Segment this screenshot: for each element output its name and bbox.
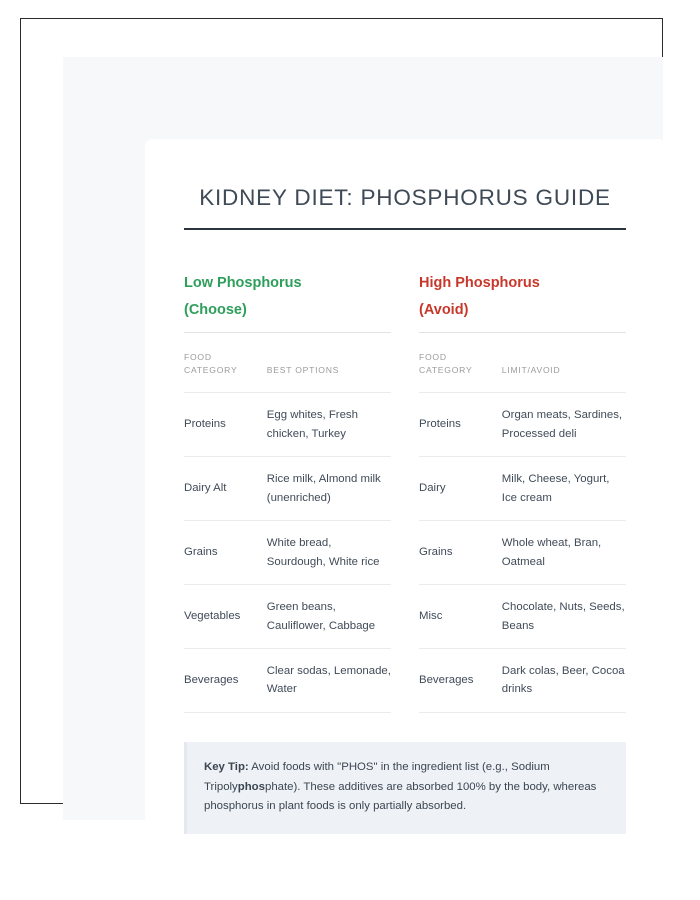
table-low-phosphorus — [184, 333, 391, 713]
table-row — [184, 649, 391, 713]
cell-category: Proteins — [184, 393, 267, 457]
key-tip-label: Key Tip: — [204, 760, 249, 773]
cell-category: Proteins — [419, 393, 502, 457]
cell-category: Grains — [184, 521, 267, 585]
table-row — [419, 393, 626, 457]
cell-value: Dark colas, Beer, Cocoa drinks — [502, 649, 626, 713]
phosphorus-columns — [184, 270, 626, 713]
column-heading-low-line2: (Choose) — [184, 301, 247, 318]
cell-value: Green beans, Cauliflower, Cabbage — [267, 585, 391, 649]
table-header-row — [419, 333, 626, 393]
cell-value: White bread, Sourdough, White rice — [267, 521, 391, 585]
cell-category: Dairy Alt — [184, 457, 267, 521]
th-limit-avoid: LIMIT/AVOID — [501, 364, 561, 375]
table-row — [184, 585, 391, 649]
column-heading-high-line1: High Phosphorus — [419, 275, 540, 291]
th-food-category-high: FOOD CATEGORY — [419, 351, 473, 375]
table-row — [184, 393, 391, 457]
cell-category: Dairy — [419, 457, 502, 521]
key-tip-text-after: phate). These additives are absorbed 100% by the body, whereas phosphorus in plant foods is only partially absorbed. — [204, 780, 597, 813]
table-header-row — [184, 333, 391, 393]
cell-category: Beverages — [184, 649, 267, 713]
table-row — [184, 457, 391, 521]
cell-category: Beverages — [419, 649, 502, 713]
table-row — [419, 457, 626, 521]
table-row — [419, 649, 626, 713]
document-frame — [20, 18, 663, 813]
th-food-category-low: FOOD CATEGORY — [184, 351, 238, 375]
table-row — [419, 585, 626, 649]
cell-value: Chocolate, Nuts, Seeds, Beans — [502, 585, 626, 649]
cell-value: Egg whites, Fresh chicken, Turkey — [267, 393, 391, 457]
key-tip-callout — [184, 742, 626, 834]
column-heading-low-line1: Low Phosphorus — [184, 275, 302, 291]
table-row — [184, 521, 391, 585]
cell-category: Misc — [419, 585, 502, 649]
page-sheet — [63, 57, 663, 820]
cell-value: Milk, Cheese, Yogurt, Ice cream — [502, 457, 626, 521]
title-underline — [184, 228, 626, 230]
column-heading-high — [419, 270, 626, 332]
th-best-options: BEST OPTIONS — [266, 364, 340, 375]
page-title: KIDNEY DIET: PHOSPHORUS GUIDE — [199, 185, 611, 210]
column-heading-high-line2: (Avoid) — [419, 301, 469, 318]
column-high-phosphorus — [419, 270, 626, 713]
cell-category: Vegetables — [184, 585, 267, 649]
key-tip-text-before: Avoid foods with "PHOS" in the ingredient list (e.g., Sodium Tripoly — [204, 760, 550, 793]
table-row — [419, 521, 626, 585]
column-low-phosphorus — [184, 270, 391, 713]
cell-value: Whole wheat, Bran, Oatmeal — [502, 521, 626, 585]
content-card — [145, 139, 665, 858]
key-tip-bold-fragment: phos — [237, 780, 265, 793]
cell-value: Rice milk, Almond milk (unenriched) — [267, 457, 391, 521]
cell-value: Organ meats, Sardines, Processed deli — [502, 393, 626, 457]
cell-value: Clear sodas, Lemonade, Water — [267, 649, 391, 713]
column-heading-low — [184, 270, 391, 332]
cell-category: Grains — [419, 521, 502, 585]
table-high-phosphorus — [419, 333, 626, 713]
